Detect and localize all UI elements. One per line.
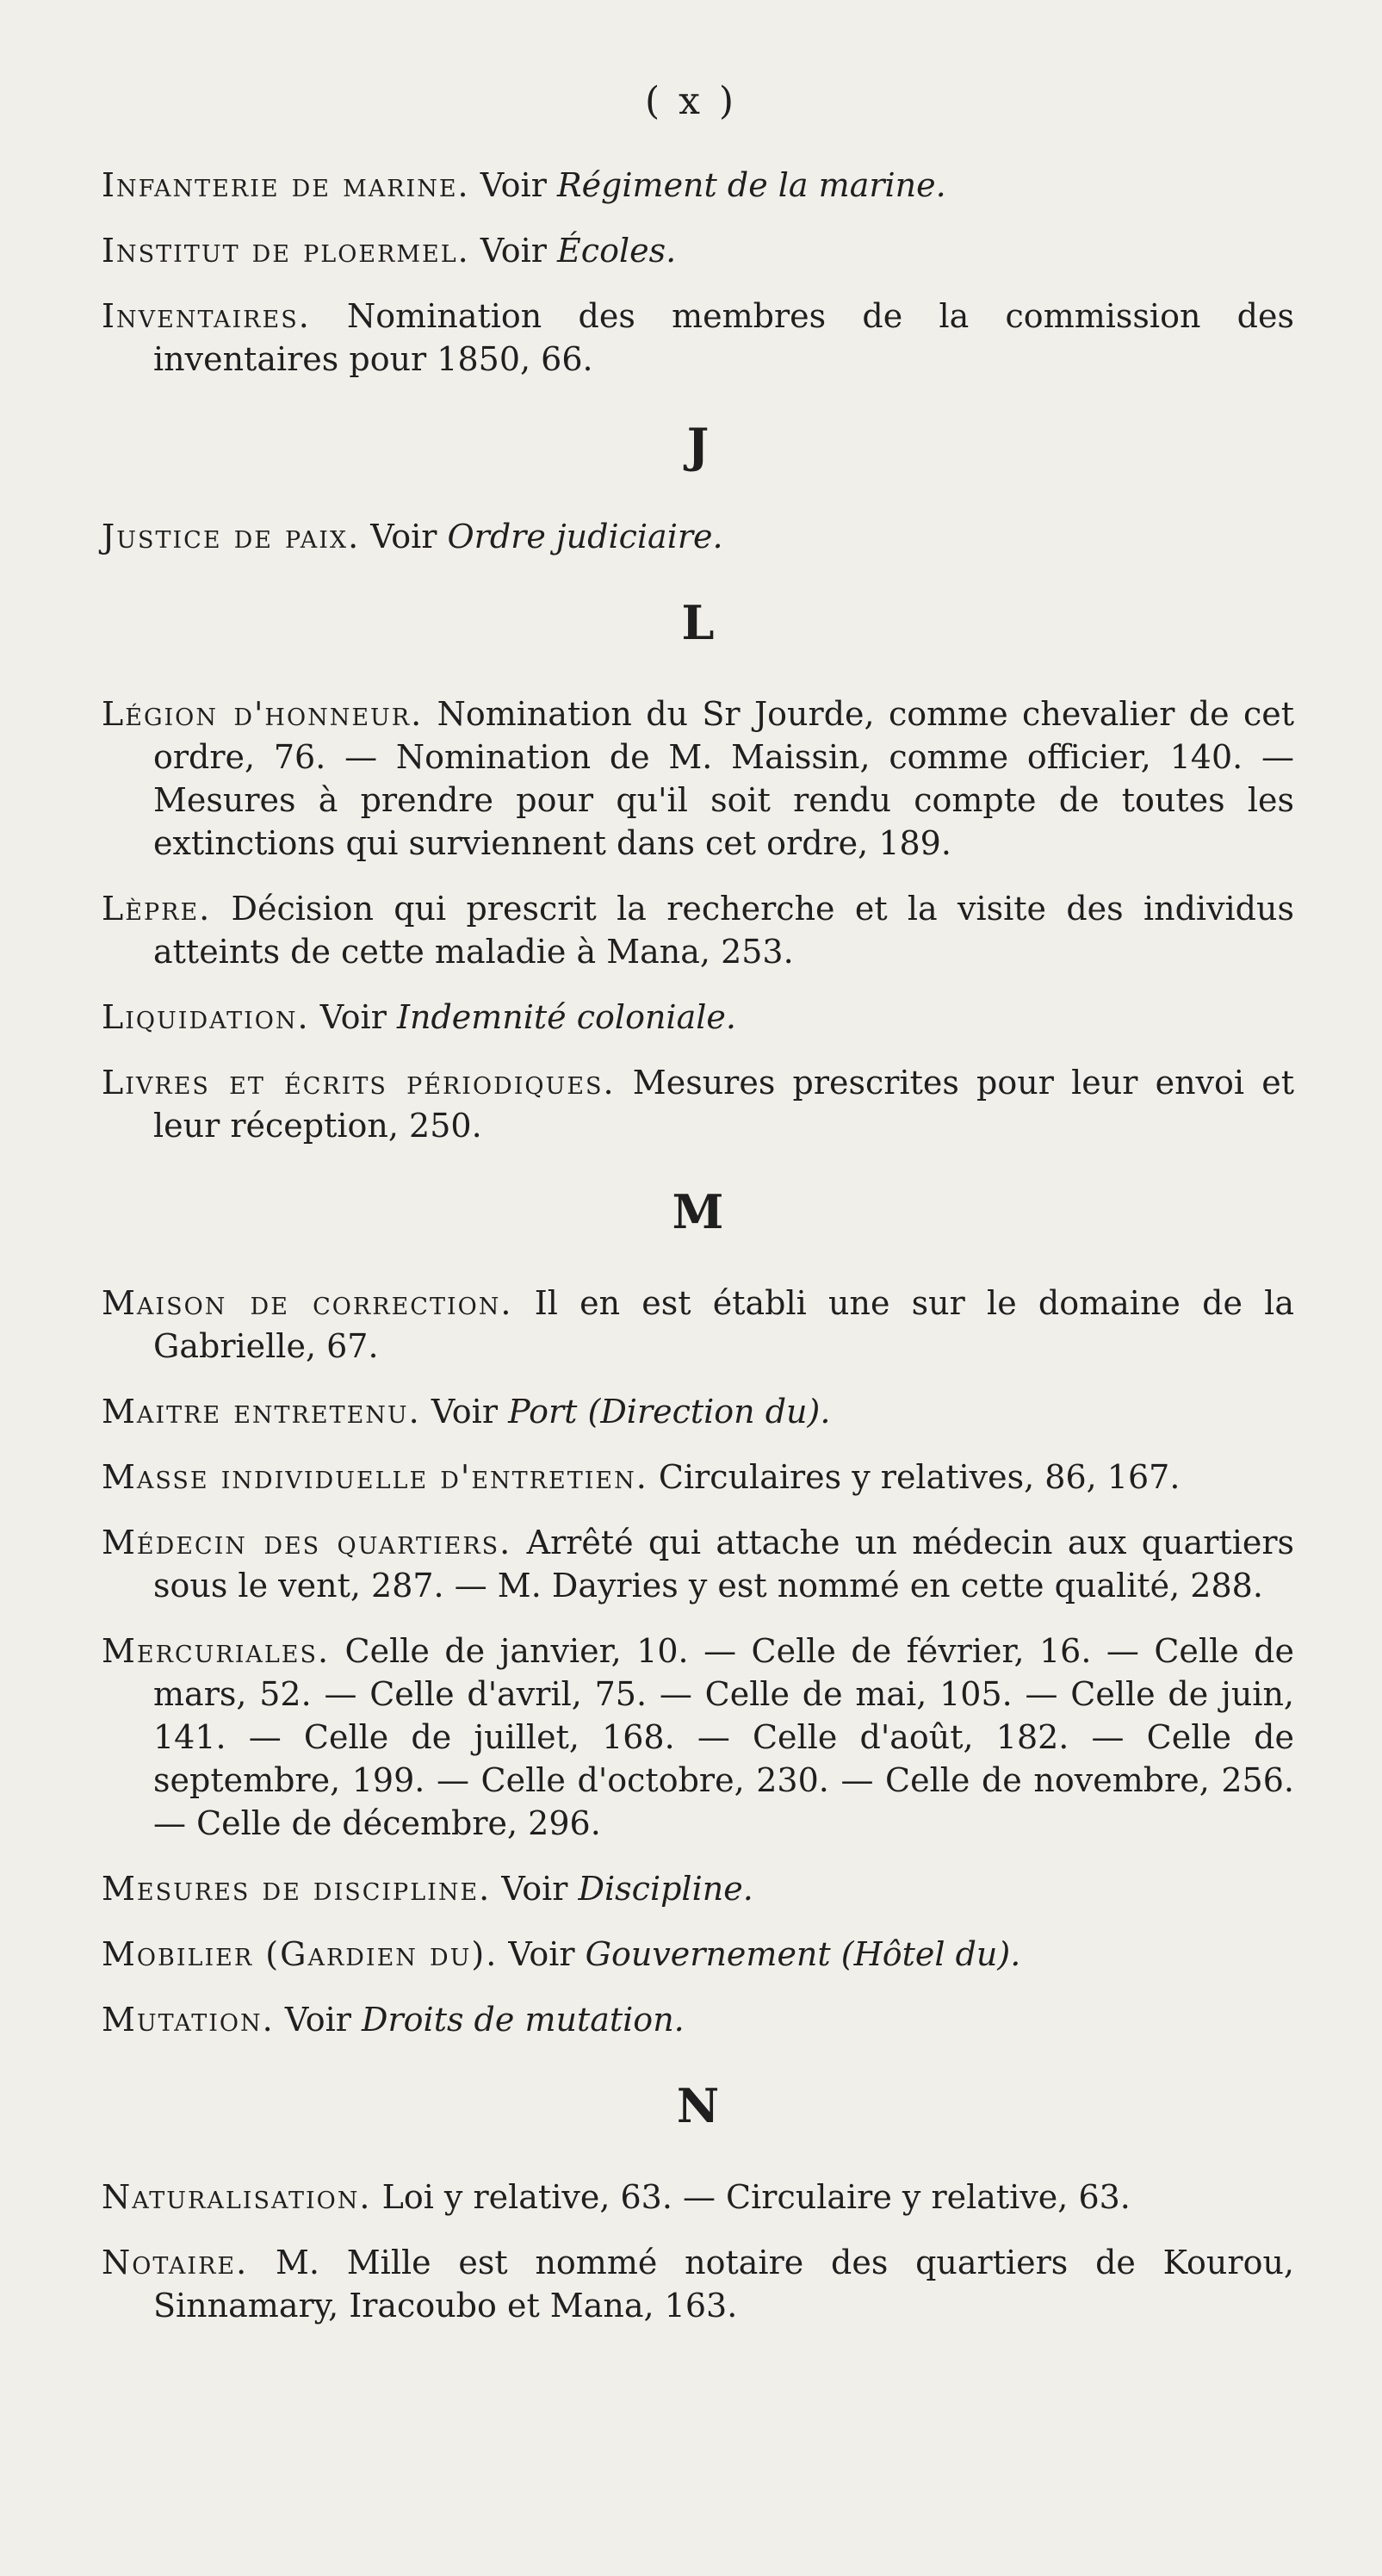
- entry-text: Mesures prescrites pour leur envoi et leur réception, 250.: [153, 1064, 1294, 1145]
- entry-text: Voir: [420, 1393, 509, 1431]
- index-entry: [102, 1521, 1294, 1607]
- entry-text: Arrêté qui attache un médecin aux quartiers sous le vent, 287. — M. Dayries y est nommé en cette qualité, 288.: [153, 1524, 1294, 1605]
- section-letter: N: [676, 2078, 720, 2133]
- entry-heading: Mercuriales.: [102, 1632, 331, 1670]
- index-entry: [102, 1282, 1294, 1368]
- entry-text: Voir: [498, 1935, 586, 1973]
- entry-heading: Liquidation.: [102, 998, 310, 1036]
- entry-text: Décision qui prescrit la recherche et la visite des individus atteints de cette maladie à Mana, 253.: [153, 890, 1294, 971]
- entry-heading: Justice de paix.: [102, 518, 361, 556]
- entry-text: Voir: [274, 2001, 363, 2039]
- entry-text: Nomination des membres de la commission des inventaires pour 1850, 66.: [153, 297, 1294, 378]
- entry-heading: Maison de correction.: [102, 1284, 513, 1322]
- page-number: ( x ): [644, 79, 738, 123]
- entry-heading: Lèpre.: [102, 890, 212, 928]
- index-entry: [102, 1456, 1294, 1499]
- section-letter: M: [672, 1184, 724, 1239]
- section-letter: J: [686, 418, 710, 473]
- entry-reference: Régiment de la marine.: [556, 166, 946, 204]
- index-entry: [102, 2176, 1294, 2219]
- index-entry: [102, 1629, 1294, 1845]
- entry-heading: Mutation.: [102, 2001, 275, 2039]
- index-entry: [102, 229, 1294, 272]
- section-letter: L: [681, 595, 715, 650]
- index-entry: [102, 1061, 1294, 1147]
- entry-heading: Inventaires.: [102, 297, 311, 335]
- index-entry: [102, 996, 1294, 1039]
- entry-heading: Médecin des quartiers.: [102, 1524, 512, 1561]
- entry-reference: Discipline.: [578, 1870, 753, 1908]
- entry-reference: Écoles.: [557, 232, 677, 270]
- index-entry: [102, 1998, 1294, 2041]
- entry-text: Il en est établi une sur le domaine de la Gabrielle, 67.: [153, 1284, 1294, 1365]
- entry-heading: Légion d'honneur.: [102, 695, 424, 733]
- entry-text: Voir: [309, 998, 397, 1036]
- index-entry: [102, 1867, 1294, 1910]
- index-entry: [102, 515, 1294, 558]
- entry-reference: Ordre judiciaire.: [447, 518, 723, 556]
- index-entry: [102, 1390, 1294, 1433]
- index-entry: [102, 2241, 1294, 2327]
- entry-heading: Mobilier (Gardien du).: [102, 1935, 499, 1973]
- entry-text: Voir: [491, 1870, 579, 1908]
- index-content: [102, 164, 1294, 2349]
- entry-text: M. Mille est nommé notaire des quartiers de Kourou, Sinnamary, Iracoubo et Mana, 163.: [153, 2244, 1294, 2325]
- entry-heading: Livres et écrits périodiques.: [102, 1064, 616, 1102]
- entry-text: Loi y relative, 63. — Circulaire y relative, 63.: [371, 2178, 1131, 2216]
- entry-heading: Mesures de discipline.: [102, 1870, 492, 1908]
- index-entry: [102, 164, 1294, 207]
- entry-heading: Naturalisation.: [102, 2178, 372, 2216]
- index-entry: [102, 692, 1294, 865]
- entry-text: Voir: [360, 518, 448, 556]
- entry-heading: Notaire.: [102, 2244, 249, 2281]
- entry-text: Circulaires y relatives, 86, 167.: [648, 1458, 1181, 1496]
- entry-text: Voir: [469, 232, 558, 270]
- entry-reference: Gouvernement (Hôtel du).: [585, 1935, 1021, 1973]
- entry-heading: Infanterie de marine.: [102, 166, 470, 204]
- entry-heading: Masse individuelle d'entretien.: [102, 1458, 648, 1496]
- entry-heading: Institut de ploermel.: [102, 232, 470, 270]
- entry-reference: Port (Direction du).: [508, 1393, 831, 1431]
- entry-heading: Maitre entretenu.: [102, 1393, 421, 1431]
- entry-text: Celle de janvier, 10. — Celle de février, 16. — Celle de mars, 52. — Celle d'avril, 75. — Celle de mai, 105. — Celle de juin, 141. — Celle de juillet, 168. — Celle d'août, 182. — Celle de septembre, 199. — Celle d'octobre, 230. — Celle de novembre, 256. — Celle de décembre, 296.: [153, 1632, 1294, 1842]
- index-entry: [102, 887, 1294, 973]
- entry-text: Voir: [469, 166, 557, 204]
- entry-reference: Droits de mutation.: [362, 2001, 685, 2039]
- entry-text: Nomination du Sr Jourde, comme chevalier de cet ordre, 76. — Nomination de M. Maissin, comme officier, 140. — Mesures à prendre pour qu'il soit rendu compte de toutes les extinctions qui surviennent dans cet ordre, 189.: [153, 695, 1294, 862]
- entry-reference: Indemnité coloniale.: [396, 998, 736, 1036]
- index-entry: [102, 1933, 1294, 1976]
- index-entry: [102, 295, 1294, 381]
